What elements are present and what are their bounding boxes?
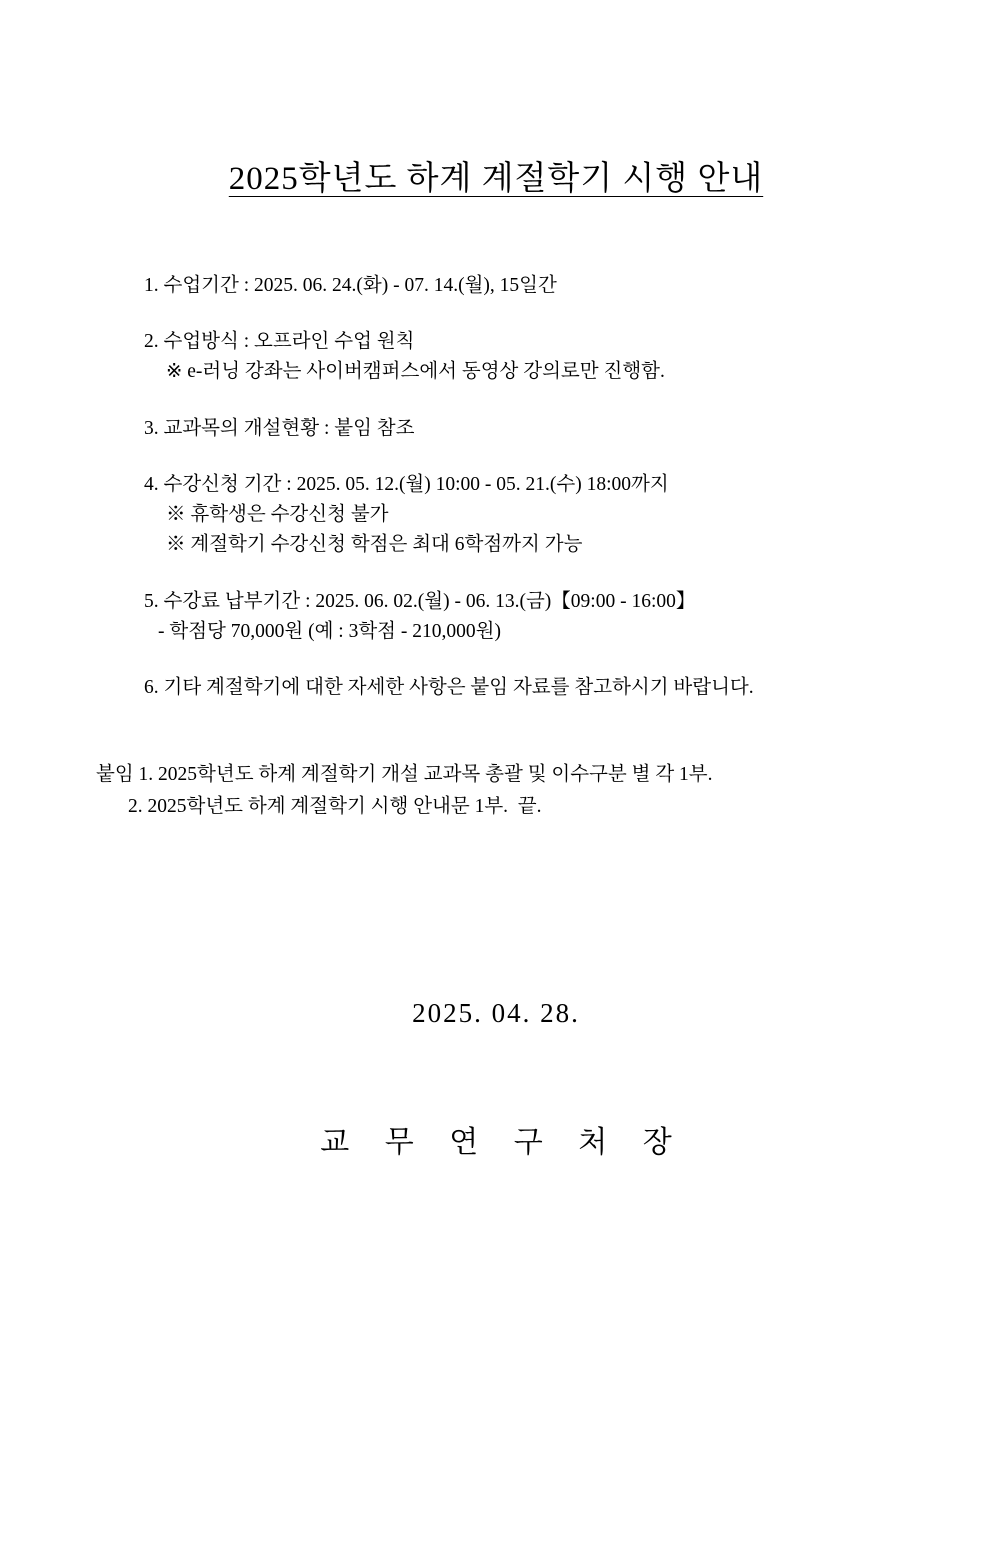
item-sub-text: ※ 휴학생은 수강신청 불가 (166, 504, 389, 526)
list-item (144, 327, 896, 387)
item-main-text: 6. 기타 계절학기에 대한 자세한 사항은 붙임 자료를 참고하시기 바랍니다. (144, 676, 754, 698)
issuer-title: 교 무 연 구 처 장 (320, 1126, 686, 1160)
document-page (0, 152, 992, 1555)
attachment-list (96, 759, 896, 822)
item-main-text: 1. 수업기간 : 2025. 06. 24.(화) - 07. 14.(월), 15일간 (144, 275, 557, 296)
list-item (144, 470, 896, 561)
item-sub-text: - 학점당 70,000원 (예 : 3학점 - 210,000원) (158, 620, 501, 642)
list-item (144, 414, 896, 444)
issue-date: 2025. 04. 28. (412, 998, 580, 1029)
notice-body (96, 271, 896, 703)
attachment-line-1: 붙임 1. 2025학년도 하계 계절학기 개설 교과목 총괄 및 이수구분 별 각 1부. (96, 764, 713, 786)
list-item (144, 587, 896, 647)
attachment-line-2: 2. 2025학년도 하계 계절학기 시행 안내문 1부. 끝. (128, 795, 542, 817)
item-main-text: 4. 수강신청 기간 : 2025. 05. 12.(월) 10:00 - 05. 21.(수) 18:00까지 (144, 473, 669, 495)
item-sub-text: ※ e-러닝 강좌는 사이버캠퍼스에서 동영상 강의로만 진행함. (166, 361, 665, 383)
item-main-text: 5. 수강료 납부기간 : 2025. 06. 02.(월) - 06. 13.(금)【09:00 - 16:00】 (144, 590, 696, 612)
item-sub-text: ※ 계절학기 수강신청 학점은 최대 6학점까지 가능 (166, 534, 583, 556)
item-main-text: 2. 수업방식 : 오프라인 수업 원칙 (144, 331, 415, 353)
list-item (144, 673, 896, 703)
item-main-text: 3. 교과목의 개설현황 : 붙임 참조 (144, 417, 415, 439)
page-title: 2025학년도 하계 계절학기 시행 안내 (228, 161, 764, 197)
list-item (144, 271, 896, 301)
